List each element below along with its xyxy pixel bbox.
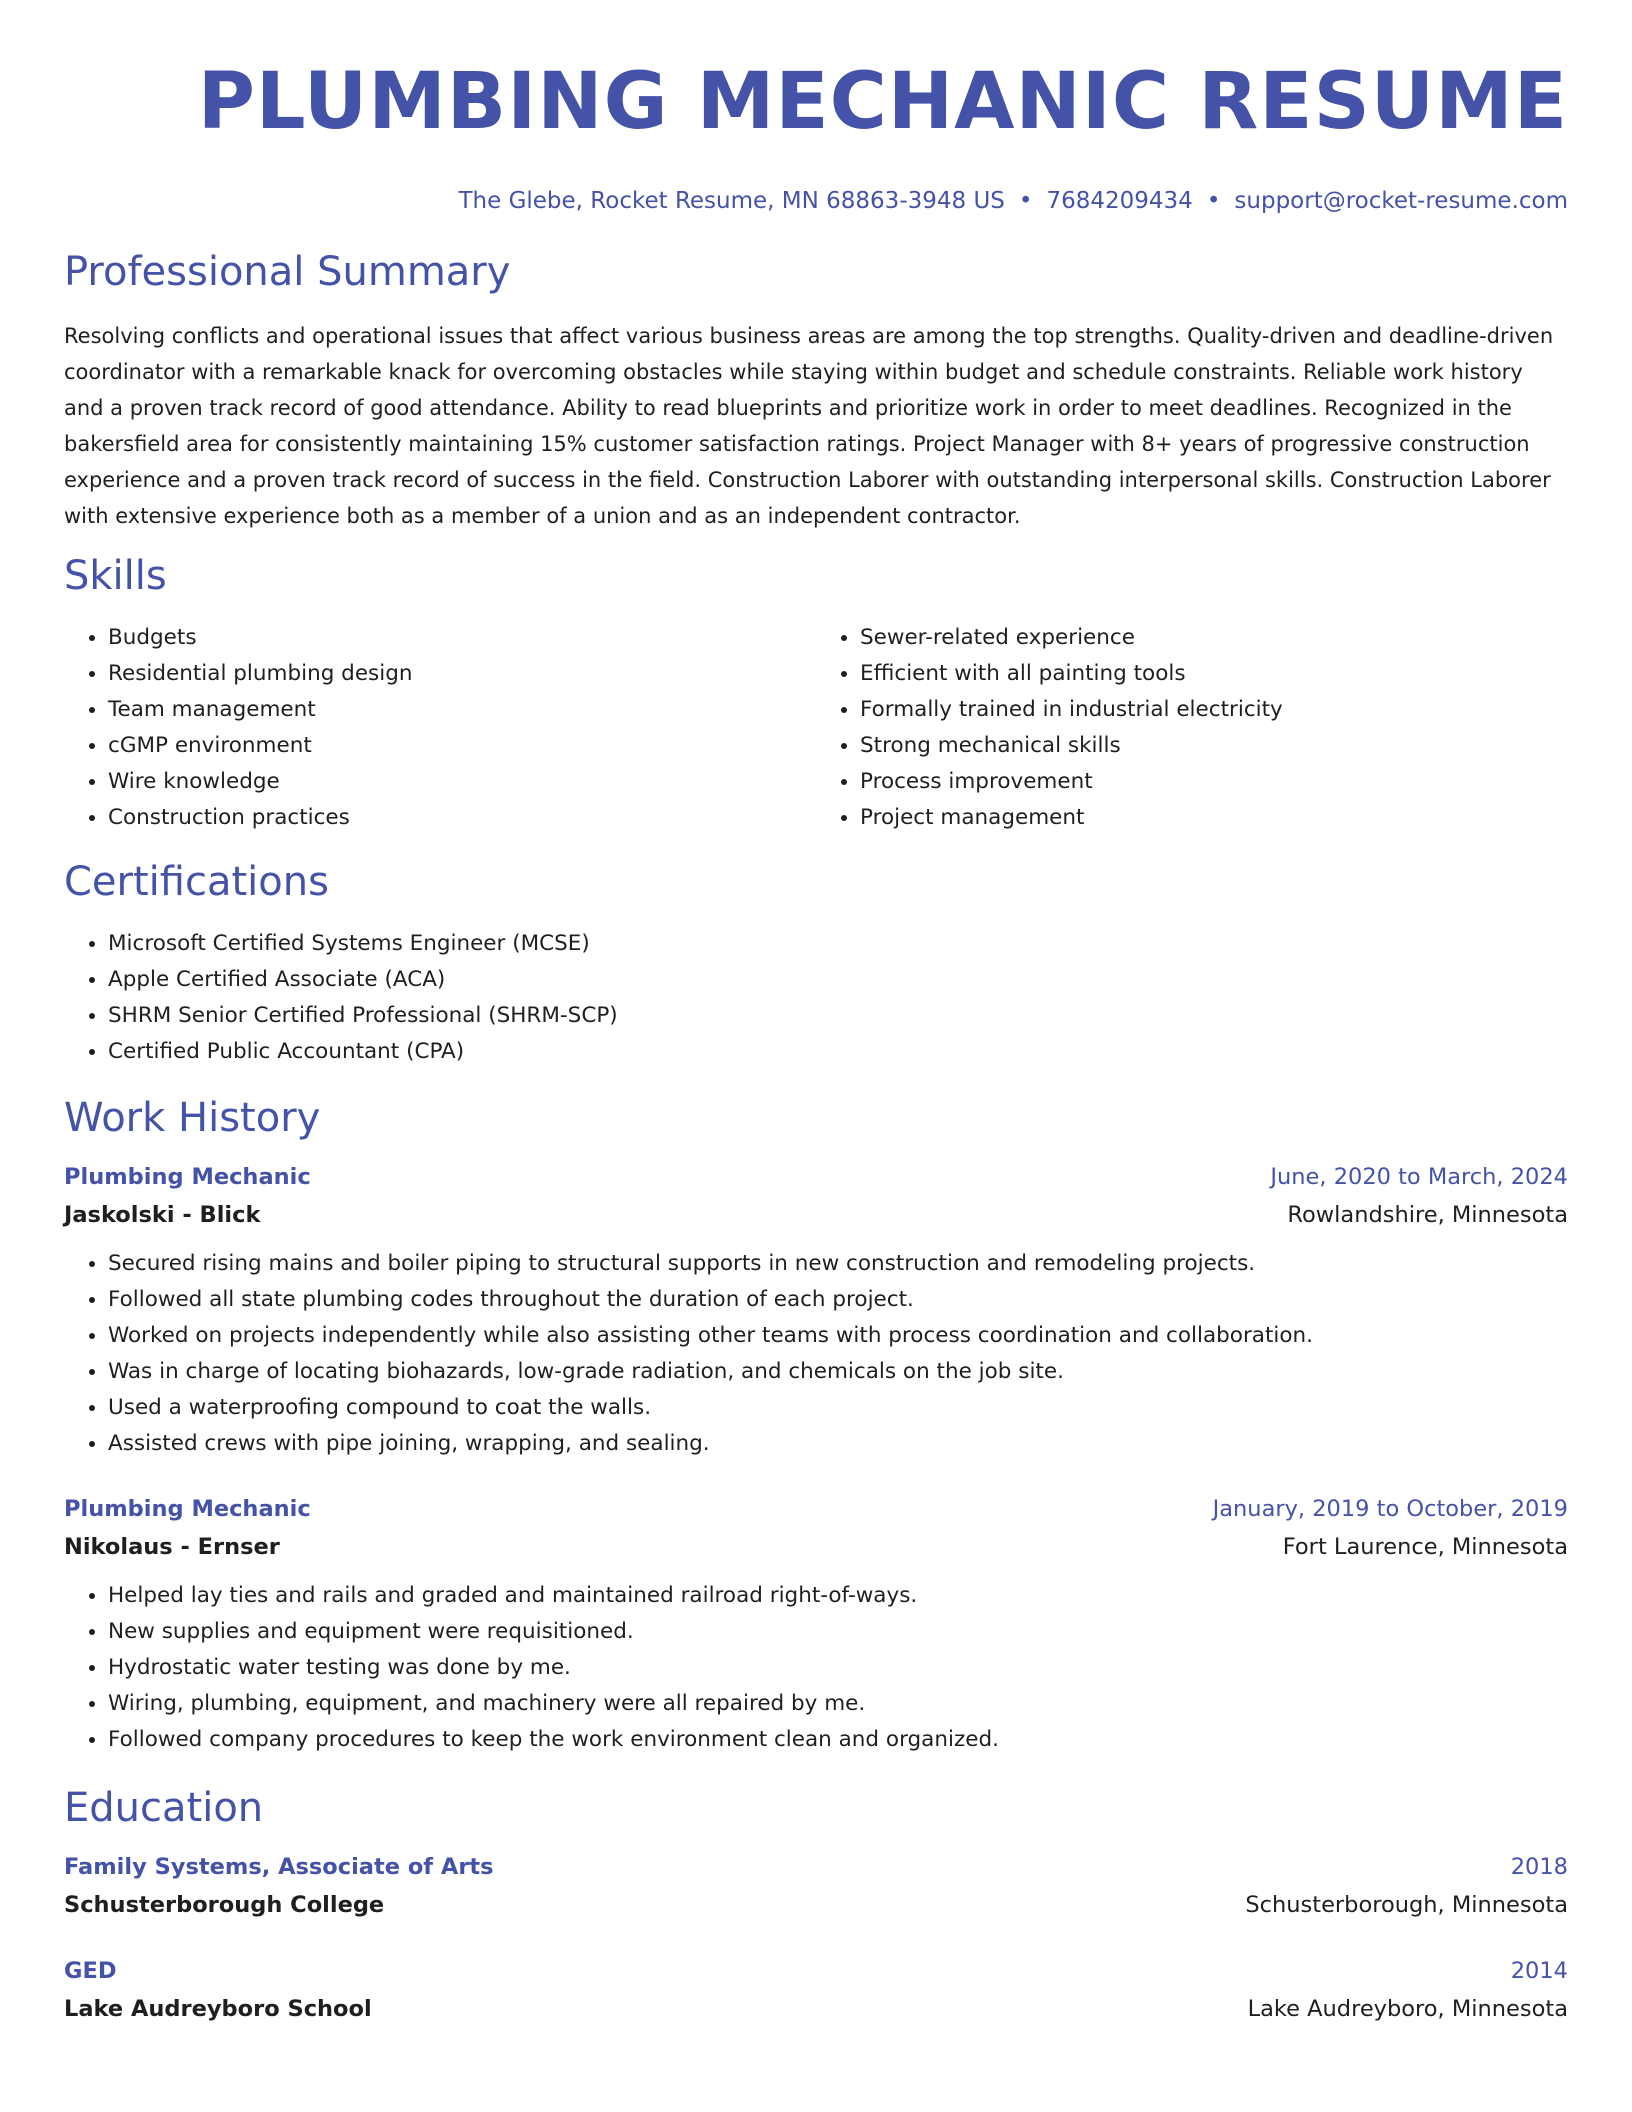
certification-item: • Apple Certified Associate (ACA) [108, 962, 1568, 998]
degree: Family Systems, Associate of Arts [64, 1854, 494, 1880]
separator: • [1206, 188, 1221, 214]
skill-item: • Process improvement [860, 764, 1568, 800]
education-entry-subheader [64, 1988, 1568, 2030]
section-title-education: Education [64, 1785, 264, 1831]
education-entry-header [64, 1954, 1568, 1988]
section-title-summary: Professional Summary [64, 249, 511, 295]
section-title-skills: Skills [64, 553, 167, 599]
email-link[interactable]: support@rocket-resume.com [1234, 188, 1568, 214]
education-entry [64, 1954, 1568, 2030]
phone: 7684209434 [1046, 188, 1193, 214]
school-location: Schusterborough, Minnesota [1245, 1892, 1568, 1918]
job-duty-item: • Followed all state plumbing codes throughout the duration of each project. [108, 1282, 1568, 1318]
skill-item: • Team management [108, 692, 816, 728]
job-duty-item: • Used a waterproofing compound to coat the walls. [108, 1390, 1568, 1426]
degree: GED [64, 1958, 117, 1984]
certification-item: • Certified Public Accountant (CPA) [108, 1034, 1568, 1070]
education-entry [64, 1850, 1568, 1926]
separator: • [1018, 188, 1033, 214]
school-name: Schusterborough College [64, 1892, 385, 1918]
job-dates: January, 2019 to October, 2019 [1212, 1496, 1568, 1522]
job-duties-list [64, 1578, 1568, 1758]
job-duties-list [64, 1246, 1568, 1462]
company-name: Jaskolski - Blick [64, 1202, 261, 1228]
education-entry-header [64, 1850, 1568, 1884]
graduation-year: 2018 [1510, 1854, 1568, 1880]
job-duty-item: • Worked on projects independently while also assisting other teams with process coordination and collaboration. [108, 1318, 1568, 1354]
skills-column-right [816, 620, 1568, 836]
skill-item: • Wire knowledge [108, 764, 816, 800]
skill-item: • Efficient with all painting tools [860, 656, 1568, 692]
section-title-work-history: Work History [64, 1095, 321, 1141]
job-duty-item: • Wiring, plumbing, equipment, and machinery were all repaired by me. [108, 1686, 1568, 1722]
job-title: Plumbing Mechanic [64, 1496, 311, 1522]
job-duty-item: • New supplies and equipment were requisitioned. [108, 1614, 1568, 1650]
address: The Glebe, Rocket Resume, MN 68863-3948 US [458, 188, 1005, 214]
skill-item: • Construction practices [108, 800, 816, 836]
work-entry [64, 1492, 1568, 1758]
job-duty-item: • Was in charge of locating biohazards, low-grade radiation, and chemicals on the job site. [108, 1354, 1568, 1390]
job-title: Plumbing Mechanic [64, 1164, 311, 1190]
work-entry-header [64, 1492, 1568, 1526]
section-title-certifications: Certifications [64, 859, 329, 905]
skills-list [64, 620, 1568, 836]
skill-item: • Residential plumbing design [108, 656, 816, 692]
school-location: Lake Audreyboro, Minnesota [1247, 1996, 1568, 2022]
skills-column-left [64, 620, 816, 836]
work-entry-subheader [64, 1194, 1568, 1236]
job-duty-item: • Helped lay ties and rails and graded and maintained railroad right-of-ways. [108, 1578, 1568, 1614]
school-name: Lake Audreyboro School [64, 1996, 372, 2022]
work-entry [64, 1160, 1568, 1462]
job-duty-item: • Hydrostatic water testing was done by me. [108, 1650, 1568, 1686]
graduation-year: 2014 [1510, 1958, 1568, 1984]
company-name: Nikolaus - Ernser [64, 1534, 280, 1560]
work-entry-subheader [64, 1526, 1568, 1568]
contact-line [64, 186, 1568, 216]
job-location: Fort Laurence, Minnesota [1282, 1534, 1568, 1560]
education-entry-subheader [64, 1884, 1568, 1926]
skill-item: • Formally trained in industrial electricity [860, 692, 1568, 728]
summary-text: Resolving conflicts and operational issues that affect various business areas are among the top strengths. Quality-driven and deadline-driven coordinator with a remarkable knack for overcoming obstacles while staying within budget and schedule constraints. Reliable work history and a proven track record of good attendance. Ability to read blueprints and prioritize work in order to meet deadlines. Recognized in the bakersfield area for consistently maintaining 15% customer satisfaction ratings. Project Manager with 8+ years of progressive construction experience and a proven track record of success in the field. Construction Laborer with outstanding interpersonal skills. Construction Laborer with extensive experience both as a member of a union and as an independent contractor. [64, 324, 1554, 528]
job-dates: June, 2020 to March, 2024 [1270, 1164, 1568, 1190]
skill-item: • Strong mechanical skills [860, 728, 1568, 764]
job-duty-item: • Followed company procedures to keep the work environment clean and organized. [108, 1722, 1568, 1758]
job-duty-item: • Assisted crews with pipe joining, wrapping, and sealing. [108, 1426, 1568, 1462]
certification-item: • Microsoft Certified Systems Engineer (MCSE) [108, 926, 1568, 962]
skill-item: • cGMP environment [108, 728, 816, 764]
job-duty-item: • Secured rising mains and boiler piping to structural supports in new construction and remodeling projects. [108, 1246, 1568, 1282]
certification-item: • SHRM Senior Certified Professional (SHRM-SCP) [108, 998, 1568, 1034]
skill-item: • Budgets [108, 620, 816, 656]
work-entry-header [64, 1160, 1568, 1194]
skill-item: • Project management [860, 800, 1568, 836]
job-location: Rowlandshire, Minnesota [1287, 1202, 1568, 1228]
skill-item: • Sewer-related experience [860, 620, 1568, 656]
resume-title: PLUMBING MECHANIC RESUME [197, 57, 1568, 147]
certifications-list [64, 926, 1568, 1070]
